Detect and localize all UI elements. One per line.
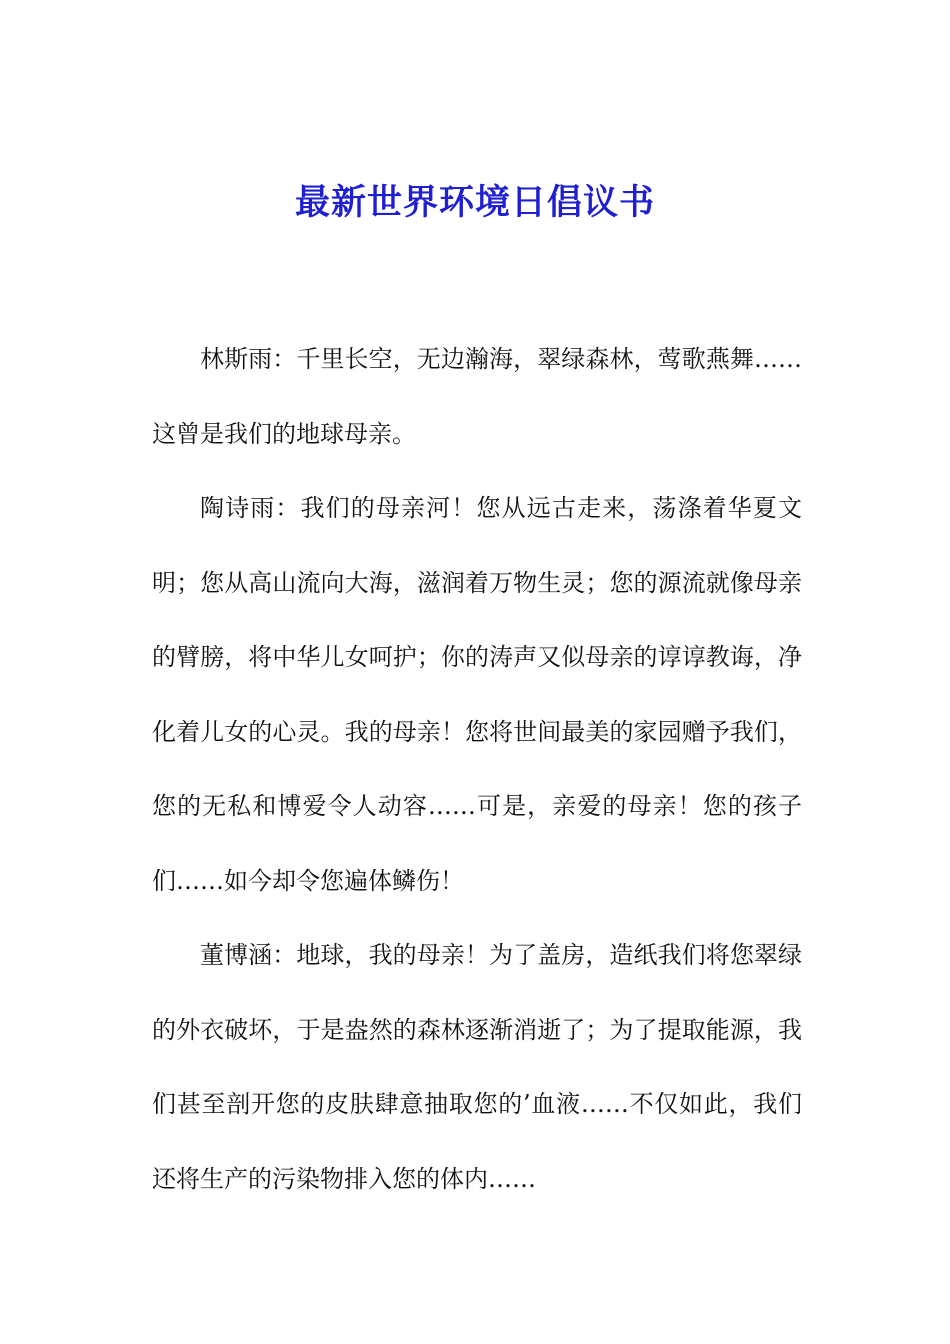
document-title: 最新世界环境日倡议书 xyxy=(294,182,655,223)
paragraph-tao-shiyu: 陶诗雨：我们的母亲河！您从远古走来，荡涤着华夏文明；您从高山流向大海，滋润着万物生灵；您的源流就像母亲的臂膀，将中华儿女呵护；你的涛声又似母亲的谆谆教诲，净化着儿女的心灵。我的母亲！您将世间最美的家园赠予我们，您的无私和博爱令人动容……可是，亲爱的母亲！您的孩子们……如今却令您遍体鳞伤！ xyxy=(152,494,802,895)
paragraph-lin-siyu: 林斯雨：千里长空，无边瀚海，翠绿森林，莺歌燕舞……这曾是我们的地球母亲。 xyxy=(152,345,802,448)
document-body xyxy=(152,322,802,1216)
paragraph-dong-bohan: 董博涵：地球，我的母亲！为了盖房，造纸我们将您翠绿的外衣破坏，于是盎然的森林逐渐消逝了；为了提取能源，我们甚至剖开您的皮肤肆意抽取您的’血液……不仅如此，我们还将生产的污染物排入您的体内…… xyxy=(152,941,802,1193)
